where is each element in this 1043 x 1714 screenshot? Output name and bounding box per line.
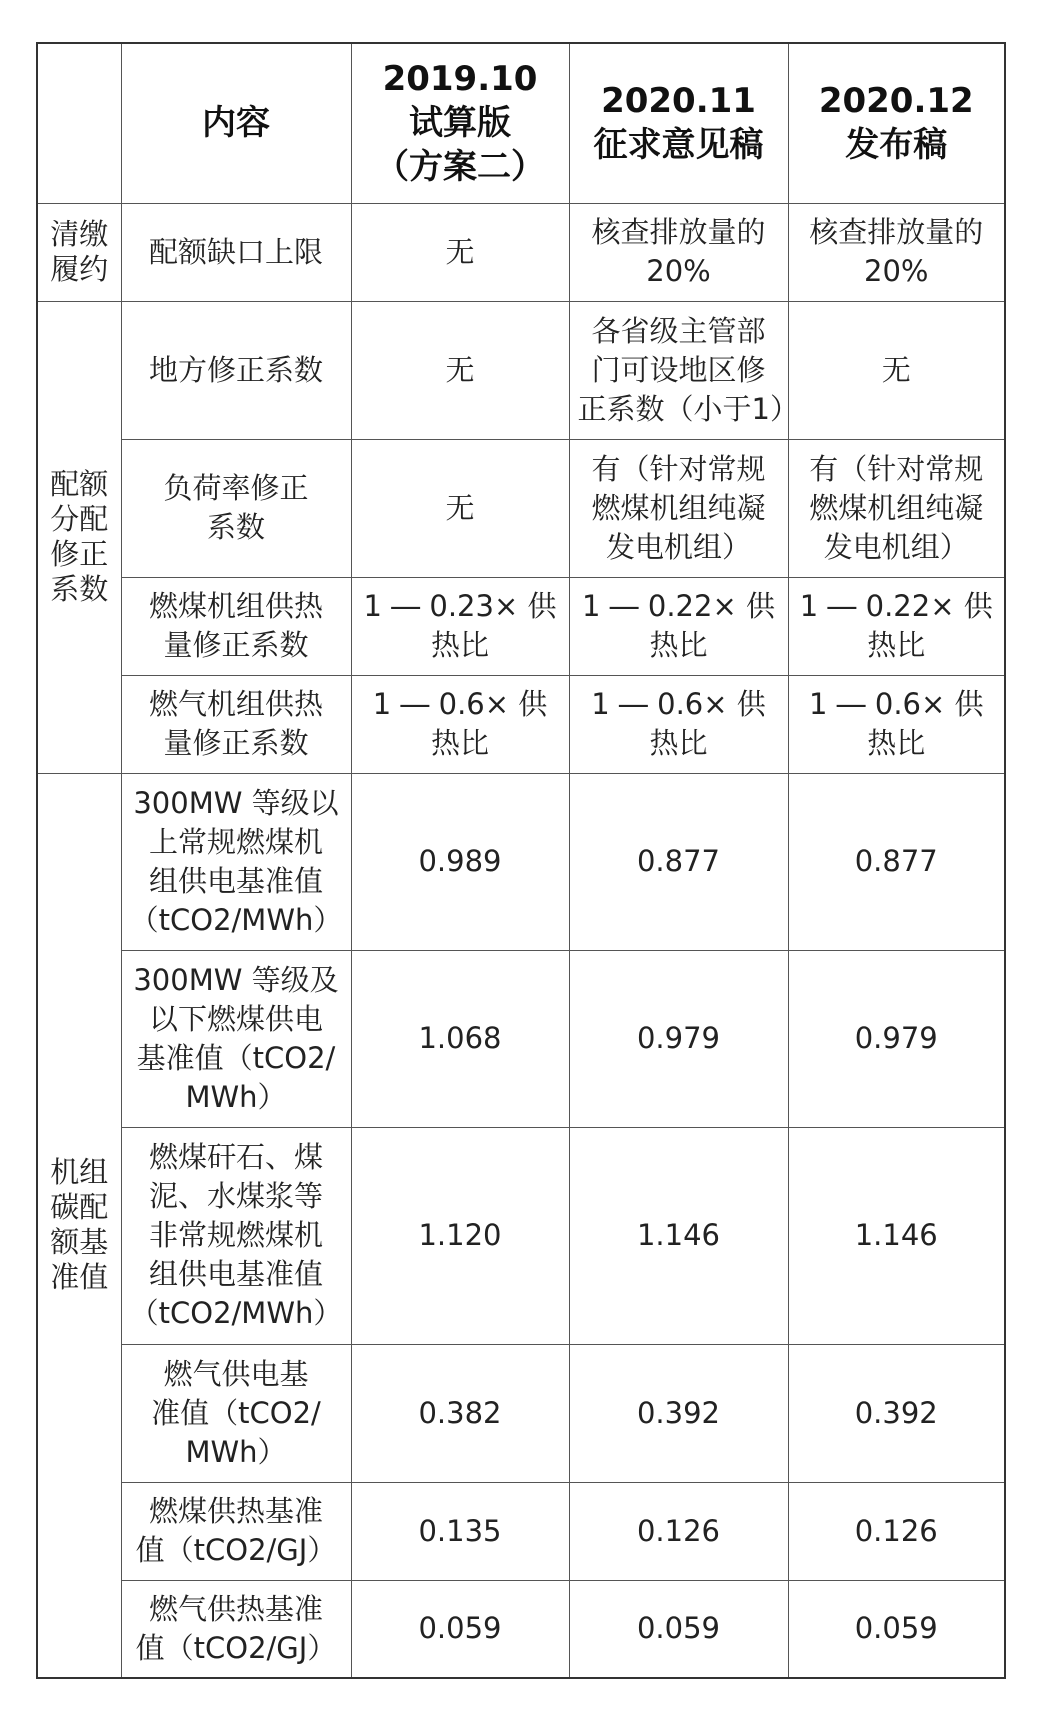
row-value-2020-11 (569, 301, 799, 439)
value-line: 1 ― 0.6× 供 (372, 687, 548, 721)
value-line: 1.146 (854, 1218, 938, 1252)
row-label (121, 203, 351, 301)
row-value-2019 (351, 203, 569, 301)
row-value-2019 (351, 1127, 569, 1344)
value-line: 发电机组） (605, 529, 751, 564)
table-row (37, 773, 1005, 950)
table-row (37, 203, 1005, 301)
label-line: 燃气供电基 (163, 1356, 309, 1391)
value-line: 热比 (867, 628, 926, 662)
row-value-2020-12 (788, 1482, 1005, 1580)
value-line: 0.392 (636, 1395, 721, 1430)
row-value-2020-12 (788, 439, 1005, 577)
value-line: 无 (881, 352, 911, 387)
policy-comparison-table (36, 42, 1006, 1679)
table-row (37, 577, 1005, 675)
row-value-2019 (351, 301, 569, 439)
row-value-2019 (351, 950, 569, 1127)
row-value-2020-12 (788, 1580, 1005, 1678)
row-label (121, 439, 351, 577)
row-value-2019 (351, 577, 569, 675)
label-line: 上常规燃煤机 (148, 824, 323, 859)
header-col1-line: （方案二） (375, 147, 545, 188)
value-line: 无 (445, 234, 475, 269)
row-value-2020-12 (788, 773, 1005, 950)
label-line: 非常规燃煤机 (148, 1218, 323, 1252)
group-cell-benchmark (37, 773, 121, 1678)
header-col3-line: 发布稿 (845, 125, 948, 166)
value-line: 0.979 (854, 1021, 938, 1055)
value-line: 0.979 (636, 1021, 721, 1055)
table-row (37, 675, 1005, 773)
row-value-2020-11 (569, 1344, 788, 1482)
value-line: 0.382 (418, 1395, 502, 1430)
value-line: 有（针对常规 (591, 451, 766, 486)
group-text: 履约 (50, 252, 109, 286)
row-value-2019 (351, 439, 569, 577)
label-line: 300MW 等级及 (133, 962, 339, 997)
row-value-2020-11 (569, 675, 788, 773)
header-col1-line: 试算版 (409, 103, 511, 144)
value-line: 0.135 (418, 1513, 502, 1548)
value-line: 门可设地区修 (591, 352, 766, 387)
value-line: 0.989 (418, 844, 502, 878)
group-text: 修正 (50, 537, 109, 571)
header-row (37, 43, 1005, 203)
row-label (121, 577, 351, 675)
value-line: 0.877 (636, 844, 721, 878)
label-line: （tCO2/MWh） (129, 902, 343, 937)
label-line: 系数 (206, 510, 265, 544)
value-line: 0.126 (636, 1513, 721, 1548)
value-line: 核查排放量的 (809, 215, 984, 249)
row-value-2020-12 (788, 950, 1005, 1127)
header-empty (37, 43, 121, 203)
value-line: 0.059 (418, 1611, 502, 1646)
label-line: 地方修正系数 (148, 352, 323, 387)
value-line: 热比 (430, 726, 489, 760)
row-label (121, 1482, 351, 1580)
value-line: 各省级主管部 (591, 313, 766, 348)
header-col1 (351, 43, 569, 203)
value-line: 1 ― 0.23× 供 (363, 589, 557, 623)
row-value-2020-12 (788, 301, 1005, 439)
header-col3 (788, 43, 1005, 203)
row-value-2019 (351, 675, 569, 773)
group-cell-allocation (37, 301, 121, 773)
value-line: 0.392 (854, 1395, 938, 1430)
row-label (121, 1344, 351, 1482)
row-label (121, 1127, 351, 1344)
table-row (37, 1344, 1005, 1482)
row-value-2019 (351, 1580, 569, 1678)
value-line: 热比 (430, 628, 489, 662)
row-label (121, 1580, 351, 1678)
row-value-2020-11 (569, 439, 788, 577)
value-line: 热比 (649, 628, 708, 662)
value-line: 0.126 (854, 1513, 938, 1548)
group-text: 清缴 (50, 217, 109, 251)
value-line: 0.877 (854, 844, 938, 878)
row-label (121, 950, 351, 1127)
label-line: （tCO2/MWh） (129, 1296, 343, 1330)
row-value-2020-11 (569, 1127, 788, 1344)
label-line: 配额缺口上限 (148, 234, 323, 269)
group-text: 配额 (50, 467, 109, 501)
row-label (121, 773, 351, 950)
row-value-2020-11 (569, 773, 788, 950)
value-line: 热比 (867, 726, 926, 760)
value-line: 20% (646, 254, 711, 288)
header-content-label: 内容 (202, 103, 270, 144)
row-value-2020-12 (788, 1344, 1005, 1482)
row-value-2020-11 (569, 1580, 788, 1678)
label-line: 300MW 等级以 (133, 785, 339, 820)
label-line: 组供电基准值 (148, 863, 323, 898)
row-value-2020-12 (788, 1127, 1005, 1344)
row-value-2019 (351, 1344, 569, 1482)
header-col3-line: 2020.12 (818, 81, 974, 122)
label-line: MWh） (185, 1079, 287, 1114)
group-text: 分配 (50, 502, 109, 536)
table-row (37, 301, 1005, 439)
row-value-2020-12 (788, 675, 1005, 773)
value-line: 1 ― 0.22× 供 (799, 589, 993, 623)
label-line: 值（tCO2/GJ） (135, 1533, 337, 1567)
value-line: 无 (445, 352, 475, 387)
value-line: 有（针对常规 (809, 451, 984, 486)
header-col1-line: 2019.10 (382, 59, 538, 100)
value-line: 0.059 (854, 1611, 938, 1646)
row-value-2020-11 (569, 203, 788, 301)
value-line: 燃煤机组纯凝 (591, 490, 766, 525)
label-line: 准值（tCO2/ (151, 1395, 321, 1430)
row-value-2019 (351, 773, 569, 950)
row-value-2020-11 (569, 577, 788, 675)
group-text: 机组 (50, 1155, 109, 1190)
row-value-2020-12 (788, 577, 1005, 675)
table-row (37, 1482, 1005, 1580)
label-line: 量修正系数 (163, 726, 309, 760)
table-row (37, 1127, 1005, 1344)
label-line: MWh） (185, 1434, 287, 1469)
group-cell-settlement (37, 203, 121, 301)
label-line: 泥、水煤浆等 (148, 1179, 323, 1213)
label-line: 燃煤供热基准 (148, 1494, 323, 1528)
label-line: 燃煤机组供热 (148, 589, 323, 623)
row-value-2020-12 (788, 203, 1005, 301)
label-line: 以下燃煤供电 (148, 1001, 323, 1036)
value-line: 1 ― 0.6× 供 (591, 687, 766, 721)
group-text: 额基 (50, 1225, 109, 1260)
label-line: 值（tCO2/GJ） (135, 1630, 337, 1665)
label-line: 量修正系数 (163, 628, 309, 662)
label-line: 燃气机组供热 (148, 687, 323, 721)
label-line: 组供电基准值 (148, 1257, 323, 1291)
value-line: 发电机组） (823, 529, 969, 564)
table-row (37, 1580, 1005, 1678)
label-line: 基准值（tCO2/ (136, 1040, 336, 1075)
row-value-2020-11 (569, 1482, 788, 1580)
value-line: 0.059 (636, 1611, 721, 1646)
label-line: 燃气供热基准 (148, 1591, 323, 1626)
table-row (37, 950, 1005, 1127)
row-label (121, 301, 351, 439)
row-label (121, 675, 351, 773)
header-col2-line: 2020.11 (601, 81, 756, 122)
value-line: 燃煤机组纯凝 (809, 490, 984, 525)
group-text: 系数 (50, 572, 109, 606)
label-line: 负荷率修正 (163, 471, 309, 505)
value-line: 热比 (649, 726, 708, 760)
value-line: 无 (445, 490, 475, 525)
table-row (37, 439, 1005, 577)
value-line: 核查排放量的 (591, 215, 766, 249)
value-line: 1.068 (418, 1021, 502, 1055)
header-col2-line: 征求意见稿 (593, 125, 764, 166)
value-line: 1.146 (636, 1218, 721, 1252)
header-content (121, 43, 351, 203)
row-value-2020-11 (569, 950, 788, 1127)
value-line: 1 ― 0.6× 供 (808, 687, 984, 721)
label-line: 燃煤矸石、煤 (148, 1140, 323, 1174)
value-line: 1 ― 0.22× 供 (582, 589, 775, 623)
row-value-2019 (351, 1482, 569, 1580)
group-text: 准值 (50, 1260, 109, 1295)
value-line: 20% (864, 254, 929, 288)
value-line: 正系数（小于1） (577, 391, 799, 426)
header-col2 (569, 43, 788, 203)
value-line: 1.120 (418, 1218, 502, 1252)
group-text: 碳配 (50, 1190, 109, 1225)
